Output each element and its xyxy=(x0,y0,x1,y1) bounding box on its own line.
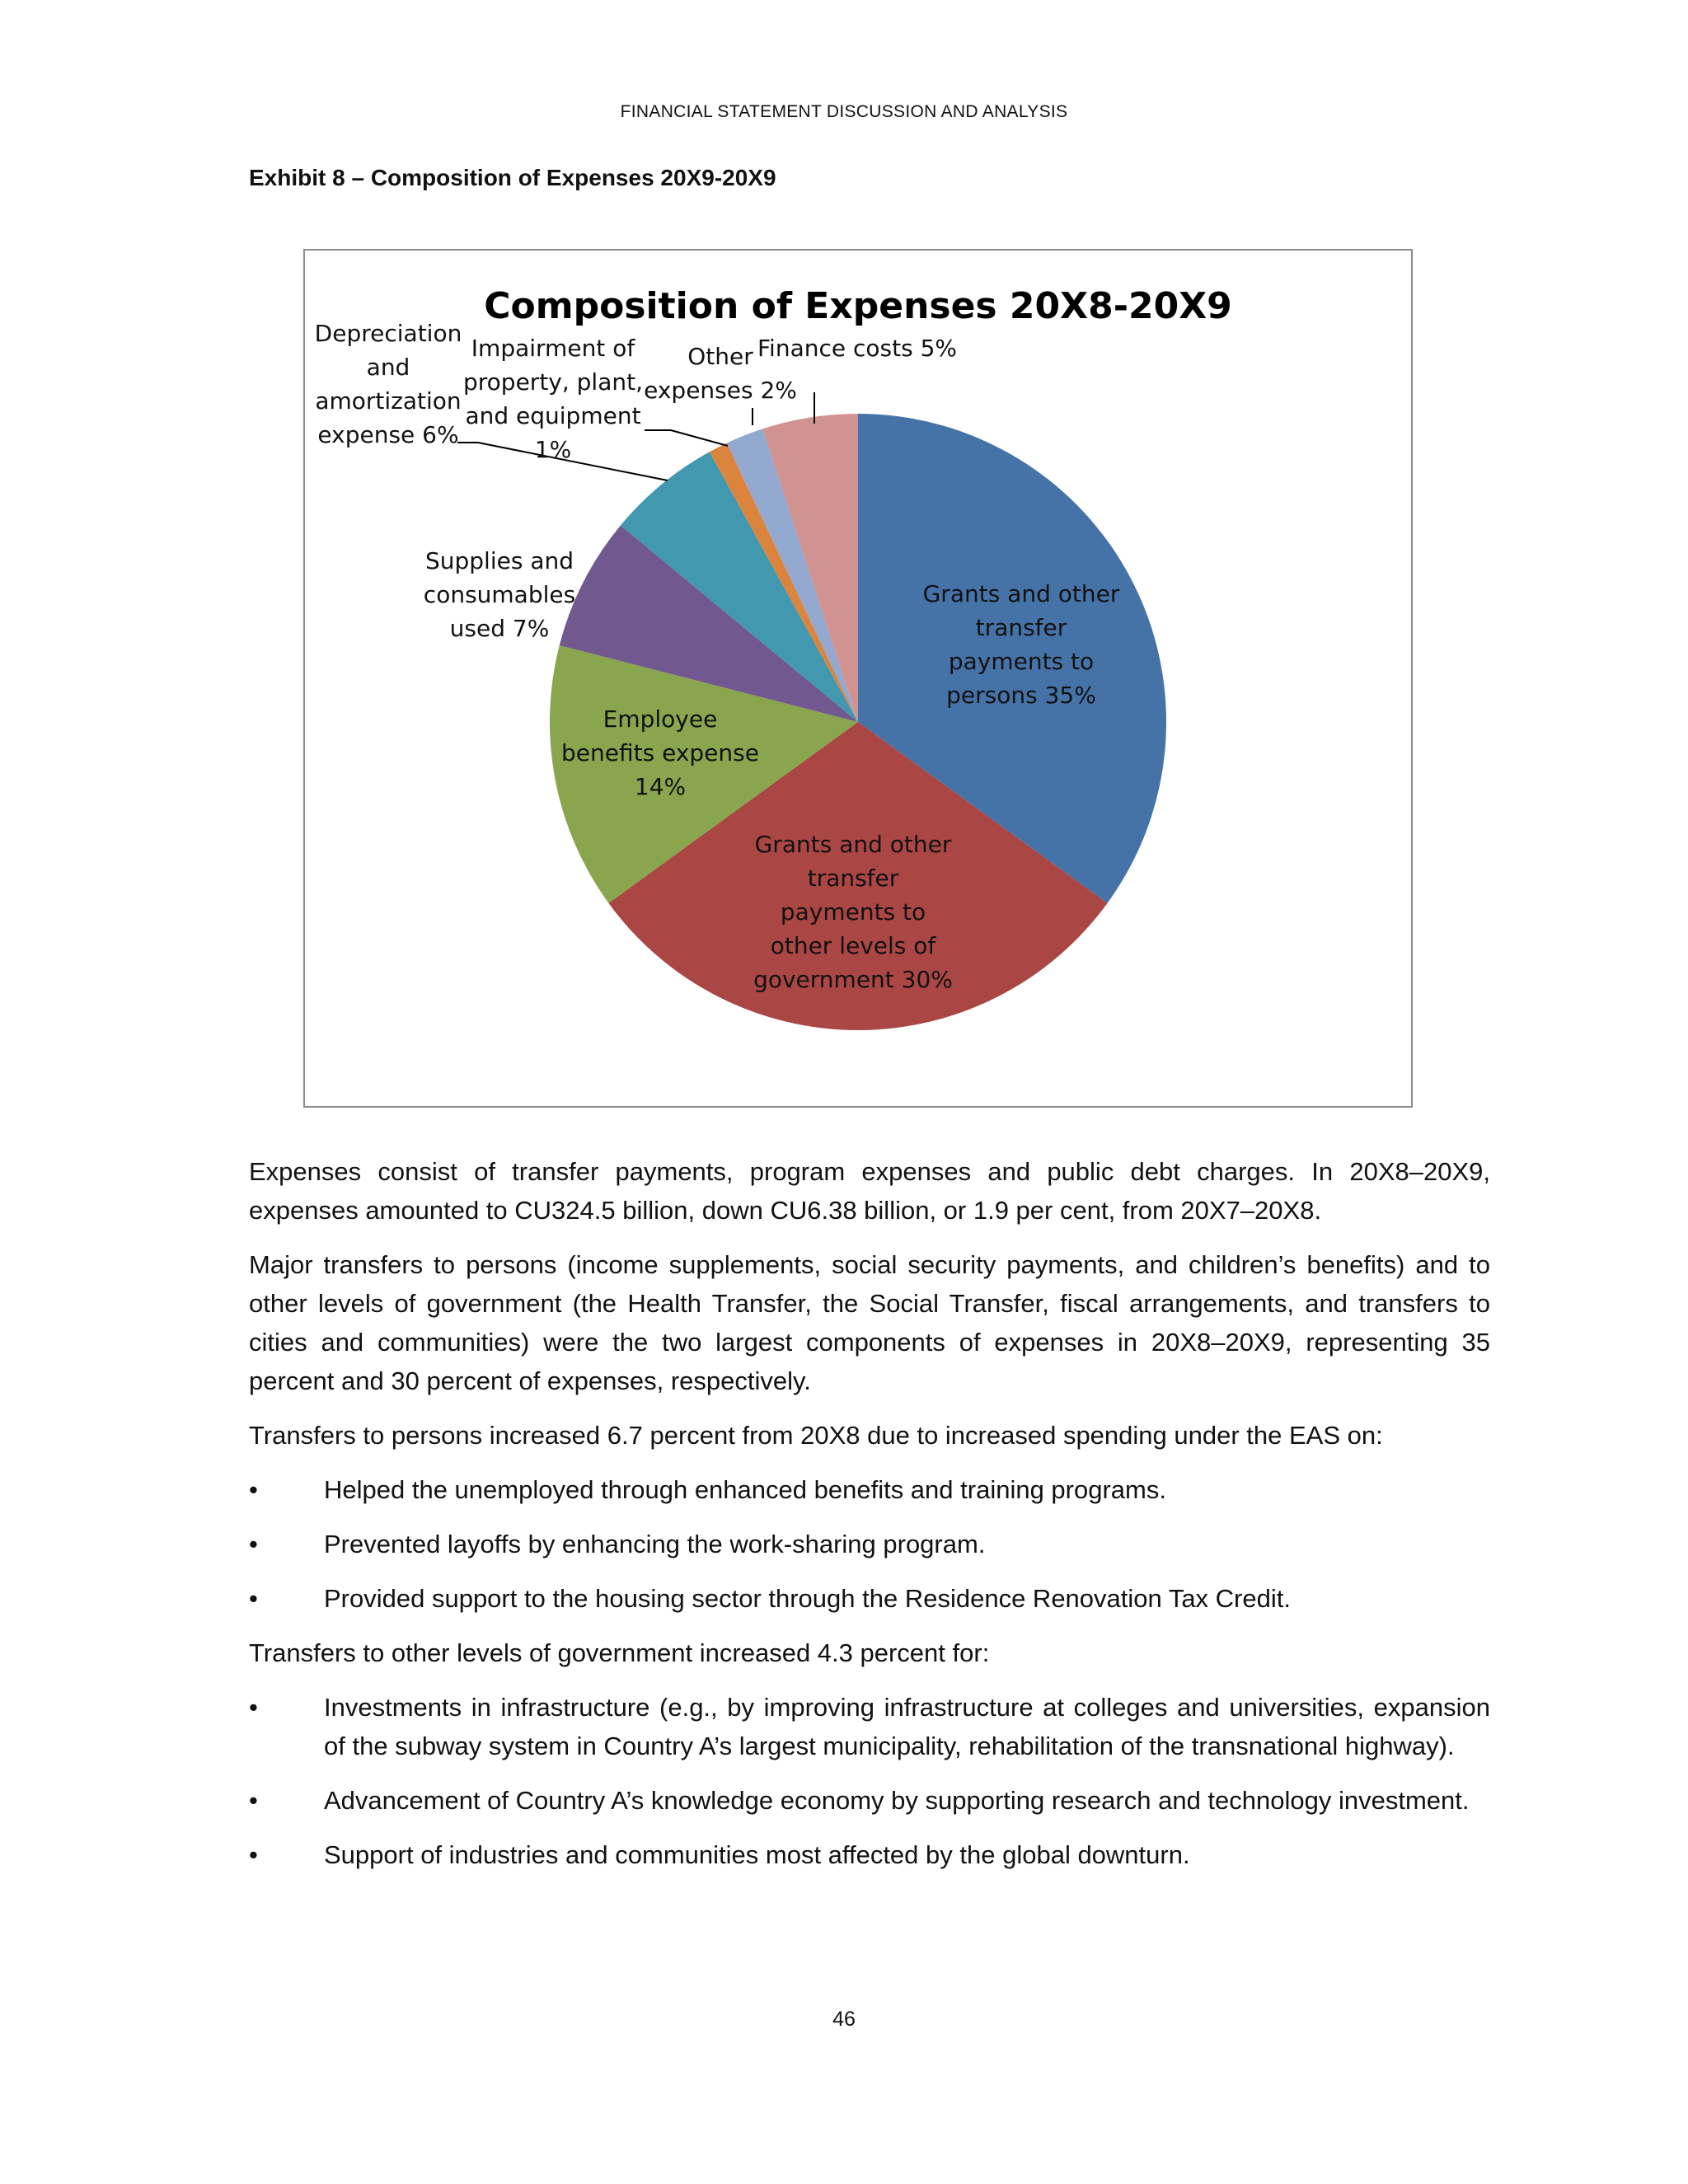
slice-label: Grants and other transfer payments to other levels of government 30% xyxy=(753,831,953,993)
list-item-text: Support of industries and communities most affected by the global downturn. xyxy=(324,1840,1190,1869)
list-item xyxy=(249,1835,1490,1874)
paragraph-expenses-summary: Expenses consist of transfer payments, program expenses and public debt charges. In 20X8–20X9, expenses amounted to CU324.5 billion, down CU6.38 billion, or 1.9 per cent, from 20X7–20X8. xyxy=(249,1157,1490,1225)
exhibit-title: Exhibit 8 – Composition of Expenses 20X9-20X9 xyxy=(249,165,776,190)
running-header: FINANCIAL STATEMENT DISCUSSION AND ANALYSIS xyxy=(620,102,1068,121)
slice-label: Impairment of property, plant, and equipment 1% xyxy=(463,335,643,463)
paragraph-major-transfers: Major transfers to persons (income supplements, social security payments, and children’s benefits) and to other levels of government (the Health Transfer, the Social Transfer, fiscal arrangements, and transfers to cities and communities) were the two largest components of expenses in 20X8–20X9, representing 35 percent and 30 percent of expenses, respectively. xyxy=(249,1250,1490,1395)
pie-chart-svg xyxy=(305,251,1411,1106)
slice-label: Employee benefits expense 14% xyxy=(561,705,759,800)
slice-label: Depreciation and amortization expense 6% xyxy=(314,320,462,448)
bullet-dot: • xyxy=(249,1840,258,1869)
body-text xyxy=(249,1152,1490,1890)
paragraph-transfers-to-persons: Transfers to persons increased 6.7 percent from 20X8 due to increased spending under the EAS on: xyxy=(249,1421,1383,1450)
pie-chart xyxy=(303,249,1413,1108)
list-item-text: Prevented layoffs by enhancing the work-sharing program. xyxy=(324,1530,986,1558)
bullet-dot: • xyxy=(249,1530,258,1558)
list-item-text: Helped the unemployed through enhanced benefits and training programs. xyxy=(324,1475,1166,1504)
bullet-dot: • xyxy=(249,1475,258,1504)
list-item-text: Investments in infrastructure (e.g., by improving infrastructure at colleges and universities, expansion of the subway system in Country A’s largest municipality, rehabilitation of the transnational highway). xyxy=(324,1693,1490,1760)
list-item-text: Advancement of Country A’s knowledge economy by supporting research and technology investment. xyxy=(324,1786,1470,1815)
slice-label: Finance costs 5% xyxy=(757,335,958,362)
leader-line xyxy=(645,430,728,446)
list-item xyxy=(249,1781,1490,1820)
slice-label: Grants and other transfer payments to persons 35% xyxy=(922,580,1120,709)
slice-label: Other expenses 2% xyxy=(644,343,797,404)
paragraph-transfers-to-government: Transfers to other levels of government increased 4.3 percent for: xyxy=(249,1638,990,1667)
list-item xyxy=(249,1525,1490,1563)
bullet-dot: • xyxy=(249,1693,258,1722)
page-number: 46 xyxy=(832,2008,856,2031)
slice-label: Supplies and consumables used 7% xyxy=(423,547,576,642)
list-item xyxy=(249,1688,1490,1765)
bullet-dot: • xyxy=(249,1584,258,1613)
list-item xyxy=(249,1470,1490,1509)
chart-title: Composition of Expenses 20X8-20X9 xyxy=(484,285,1232,327)
list-item-text: Provided support to the housing sector through the Residence Renovation Tax Credit. xyxy=(324,1584,1291,1613)
list-item xyxy=(249,1579,1490,1618)
bullet-dot: • xyxy=(249,1786,258,1815)
